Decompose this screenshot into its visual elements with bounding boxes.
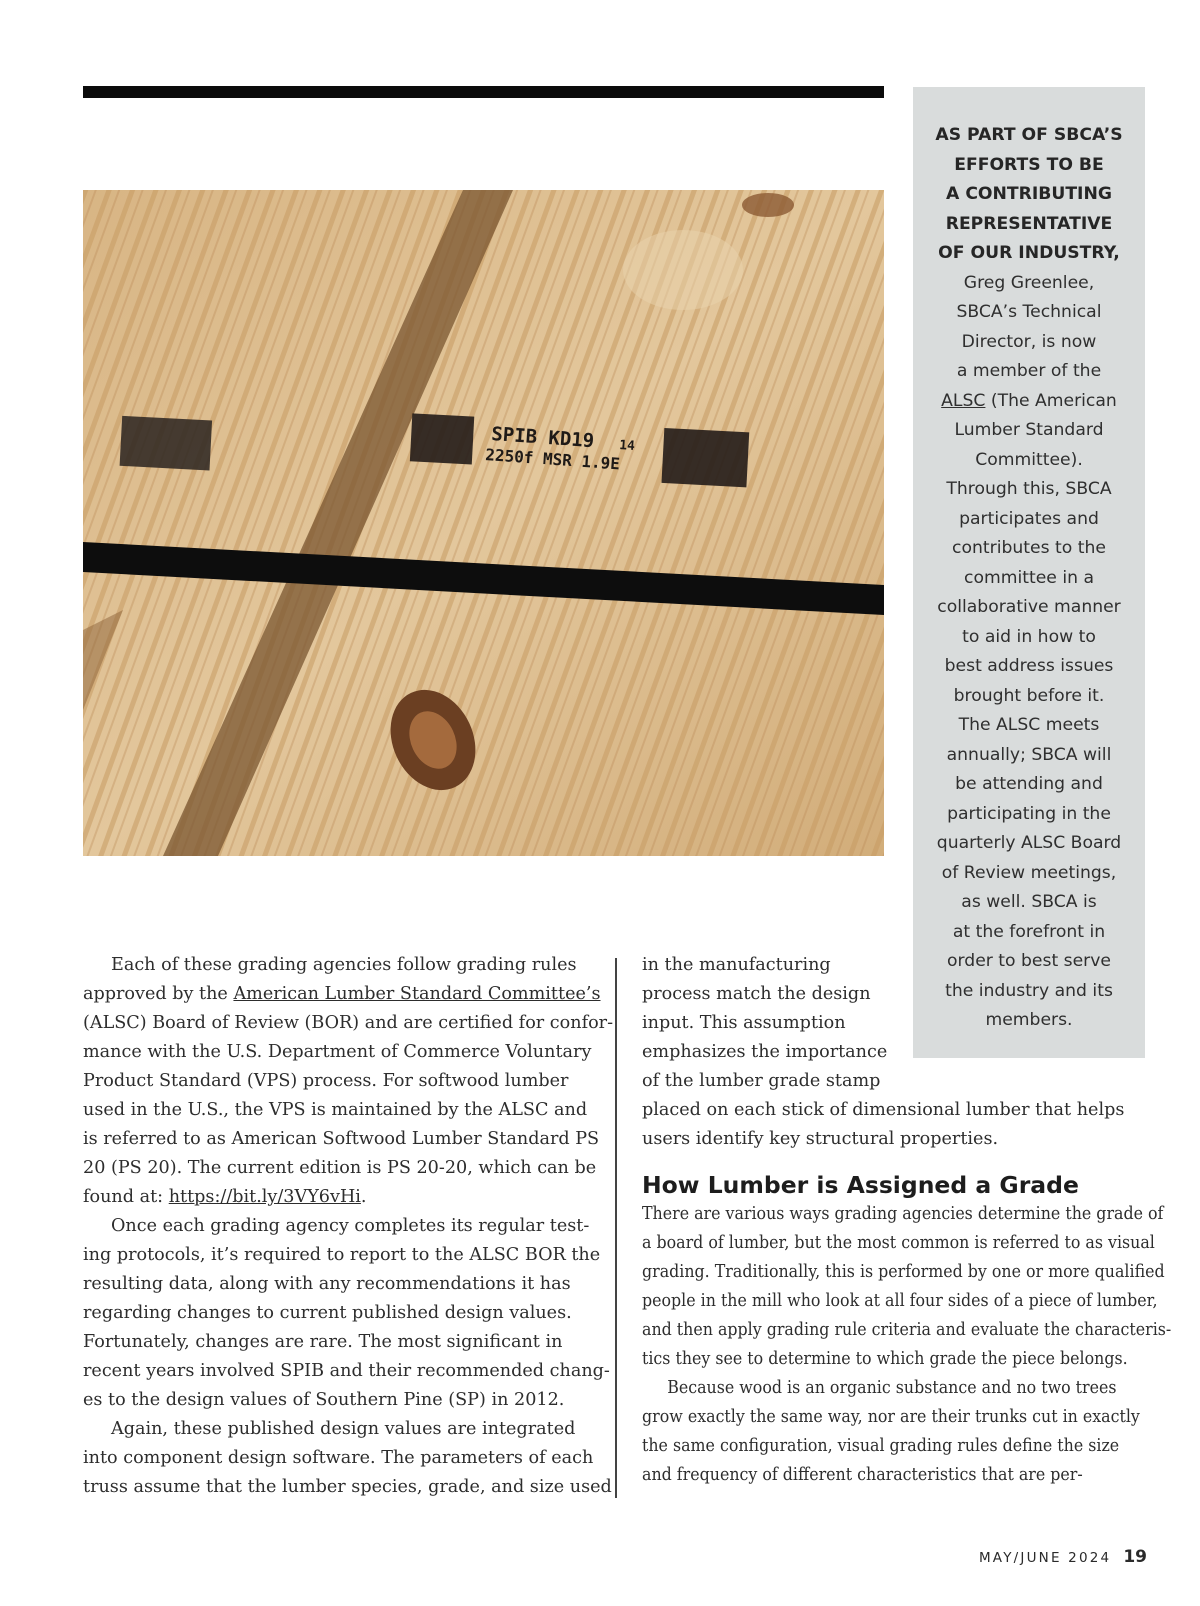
sidebar-line: SBCA’s Technical	[956, 302, 1102, 322]
body-line: emphasizes the importance	[642, 1042, 888, 1062]
body-line: in the manufacturing	[642, 955, 831, 975]
body-line	[83, 1183, 603, 1212]
body-line: used in the U.S., the VPS is maintained by the ALSC and	[83, 1100, 588, 1120]
body-line: into component design software. The parameters of each	[83, 1448, 594, 1468]
body-line: ing protocols, it’s required to report to the ALSC BOR the	[83, 1245, 601, 1265]
sidebar-callout	[913, 87, 1145, 1058]
sidebar-line: members.	[985, 1010, 1073, 1030]
sidebar-line: The ALSC meets	[958, 715, 1100, 735]
sidebar-line: the industry and its	[945, 980, 1113, 1001]
sidebar-line: Through this, SBCA	[946, 479, 1112, 499]
sidebar-line: Committee).	[975, 449, 1083, 470]
body-line: input. This assumption	[642, 1013, 846, 1033]
sidebar-line: at the forefront in	[952, 921, 1106, 942]
lumber-photo-drawing	[83, 190, 884, 856]
body-text: approved by the	[83, 984, 234, 1004]
sidebar-lead-line: REPRESENTATIVE	[945, 213, 1113, 234]
sidebar-line: annually; SBCA will	[946, 744, 1112, 765]
sidebar-line: quarterly ALSC Board	[936, 833, 1122, 853]
sidebar-lead-line: OF OUR INDUSTRY,	[938, 243, 1120, 263]
body-line: grading. Traditionally, this is performed by one or more qualified	[642, 1262, 1165, 1282]
alsc-committee-link[interactable]: American Lumber Standard Committee’s	[233, 984, 601, 1004]
sidebar-line: brought before it.	[953, 685, 1105, 706]
body-line: and frequency of different characteristics that are per-	[642, 1465, 1083, 1485]
body-line: Again, these published design values are integrated	[111, 1419, 576, 1439]
body-line: There are various ways grading agencies determine the grade of	[642, 1204, 1164, 1224]
body-line: 20 (PS 20). The current edition is PS 20-20, which can be	[83, 1158, 597, 1178]
page-footer	[979, 1547, 1147, 1567]
section-heading: How Lumber is Assigned a Grade	[642, 1171, 1079, 1199]
body-line: tics they see to determine to which grade the piece belongs.	[642, 1349, 1128, 1369]
sidebar-lead-line: EFFORTS TO BE	[954, 154, 1104, 175]
page-number: 19	[1123, 1547, 1147, 1567]
sidebar-lead-line: AS PART OF SBCA’S	[935, 125, 1123, 145]
sidebar-line	[925, 387, 1133, 417]
sidebar-line: best address issues	[944, 656, 1114, 676]
body-line: process match the design	[642, 984, 871, 1004]
sidebar-line: collaborative manner	[937, 597, 1121, 617]
sidebar-line: of Review meetings,	[941, 862, 1117, 883]
body-line: Each of these grading agencies follow grading rules	[111, 955, 577, 975]
issue-date: MAY/JUNE 2024	[978, 1550, 1112, 1566]
sidebar-line: a member of the	[956, 361, 1102, 381]
alsc-link[interactable]: ALSC	[941, 390, 986, 411]
body-line: recent years involved SPIB and their recommended chang-	[83, 1361, 610, 1381]
right-column	[642, 951, 1172, 1490]
body-line: (ALSC) Board of Review (BOR) and are certified for confor-	[83, 1013, 614, 1033]
sidebar-line: contributes to the	[952, 538, 1106, 558]
sidebar-line: be attending and	[955, 774, 1103, 794]
column-divider	[615, 958, 617, 1498]
body-line: Product Standard (VPS) process. For softwood lumber	[83, 1071, 569, 1091]
body-line: grow exactly the same way, nor are their trunks cut in exactly	[642, 1407, 1140, 1427]
sidebar-line: Lumber Standard	[954, 420, 1104, 440]
sidebar-line: to aid in how to	[962, 626, 1096, 647]
top-rule	[83, 86, 884, 98]
body-line: es to the design values of Southern Pine (SP) in 2012.	[83, 1390, 565, 1410]
body-line: mance with the U.S. Department of Commerce Voluntary	[83, 1042, 592, 1062]
body-line: truss assume that the lumber species, grade, and size used	[83, 1477, 612, 1497]
sidebar-line: Greg Greenlee,	[963, 272, 1095, 293]
ps20-link[interactable]: https://bit.ly/3VY6vHi	[168, 1187, 361, 1207]
sidebar-line: order to best serve	[947, 951, 1111, 971]
body-line	[83, 980, 603, 1009]
stamp-line-2: 2250f MSR 1.9E	[484, 445, 621, 474]
body-line: resulting data, along with any recommendations it has	[83, 1274, 571, 1294]
stamp-mark: 14	[618, 438, 636, 455]
body-line: people in the mill who look at all four sides of a piece of lumber,	[642, 1291, 1158, 1311]
body-text: found at:	[83, 1187, 169, 1207]
body-line: of the lumber grade stamp	[642, 1071, 881, 1091]
sidebar-line: Director, is now	[961, 331, 1097, 352]
sidebar-line-rest: (The American	[985, 390, 1117, 411]
body-line: is referred to as American Softwood Lumber Standard PS	[83, 1129, 600, 1149]
body-line: Fortunately, changes are rare. The most significant in	[83, 1332, 563, 1352]
sidebar-line: committee in a	[964, 567, 1094, 588]
body-line: Because wood is an organic substance and no two trees	[667, 1378, 1117, 1398]
sidebar-line: participating in the	[947, 803, 1111, 824]
body-text: .	[360, 1187, 367, 1207]
body-line: regarding changes to current published design values.	[83, 1303, 572, 1323]
body-line: Once each grading agency completes its regular test-	[111, 1216, 590, 1236]
body-line: the same configuration, visual grading rules define the size	[642, 1436, 1120, 1456]
sidebar-lead-line: A CONTRIBUTING	[946, 184, 1112, 204]
body-line: users identify key structural properties.	[642, 1129, 999, 1149]
body-line: and then apply grading rule criteria and evaluate the characteris-	[642, 1320, 1172, 1340]
left-column	[83, 951, 614, 1502]
sidebar-line: as well. SBCA is	[961, 892, 1097, 912]
sidebar-line: participates and	[959, 508, 1099, 529]
lumber-grade-stamp-photo	[83, 190, 884, 856]
body-line: a board of lumber, but the most common is referred to as visual	[642, 1233, 1155, 1253]
body-line: placed on each stick of dimensional lumber that helps	[642, 1100, 1125, 1120]
stamp-line-1: SPIB KD19	[490, 423, 595, 453]
